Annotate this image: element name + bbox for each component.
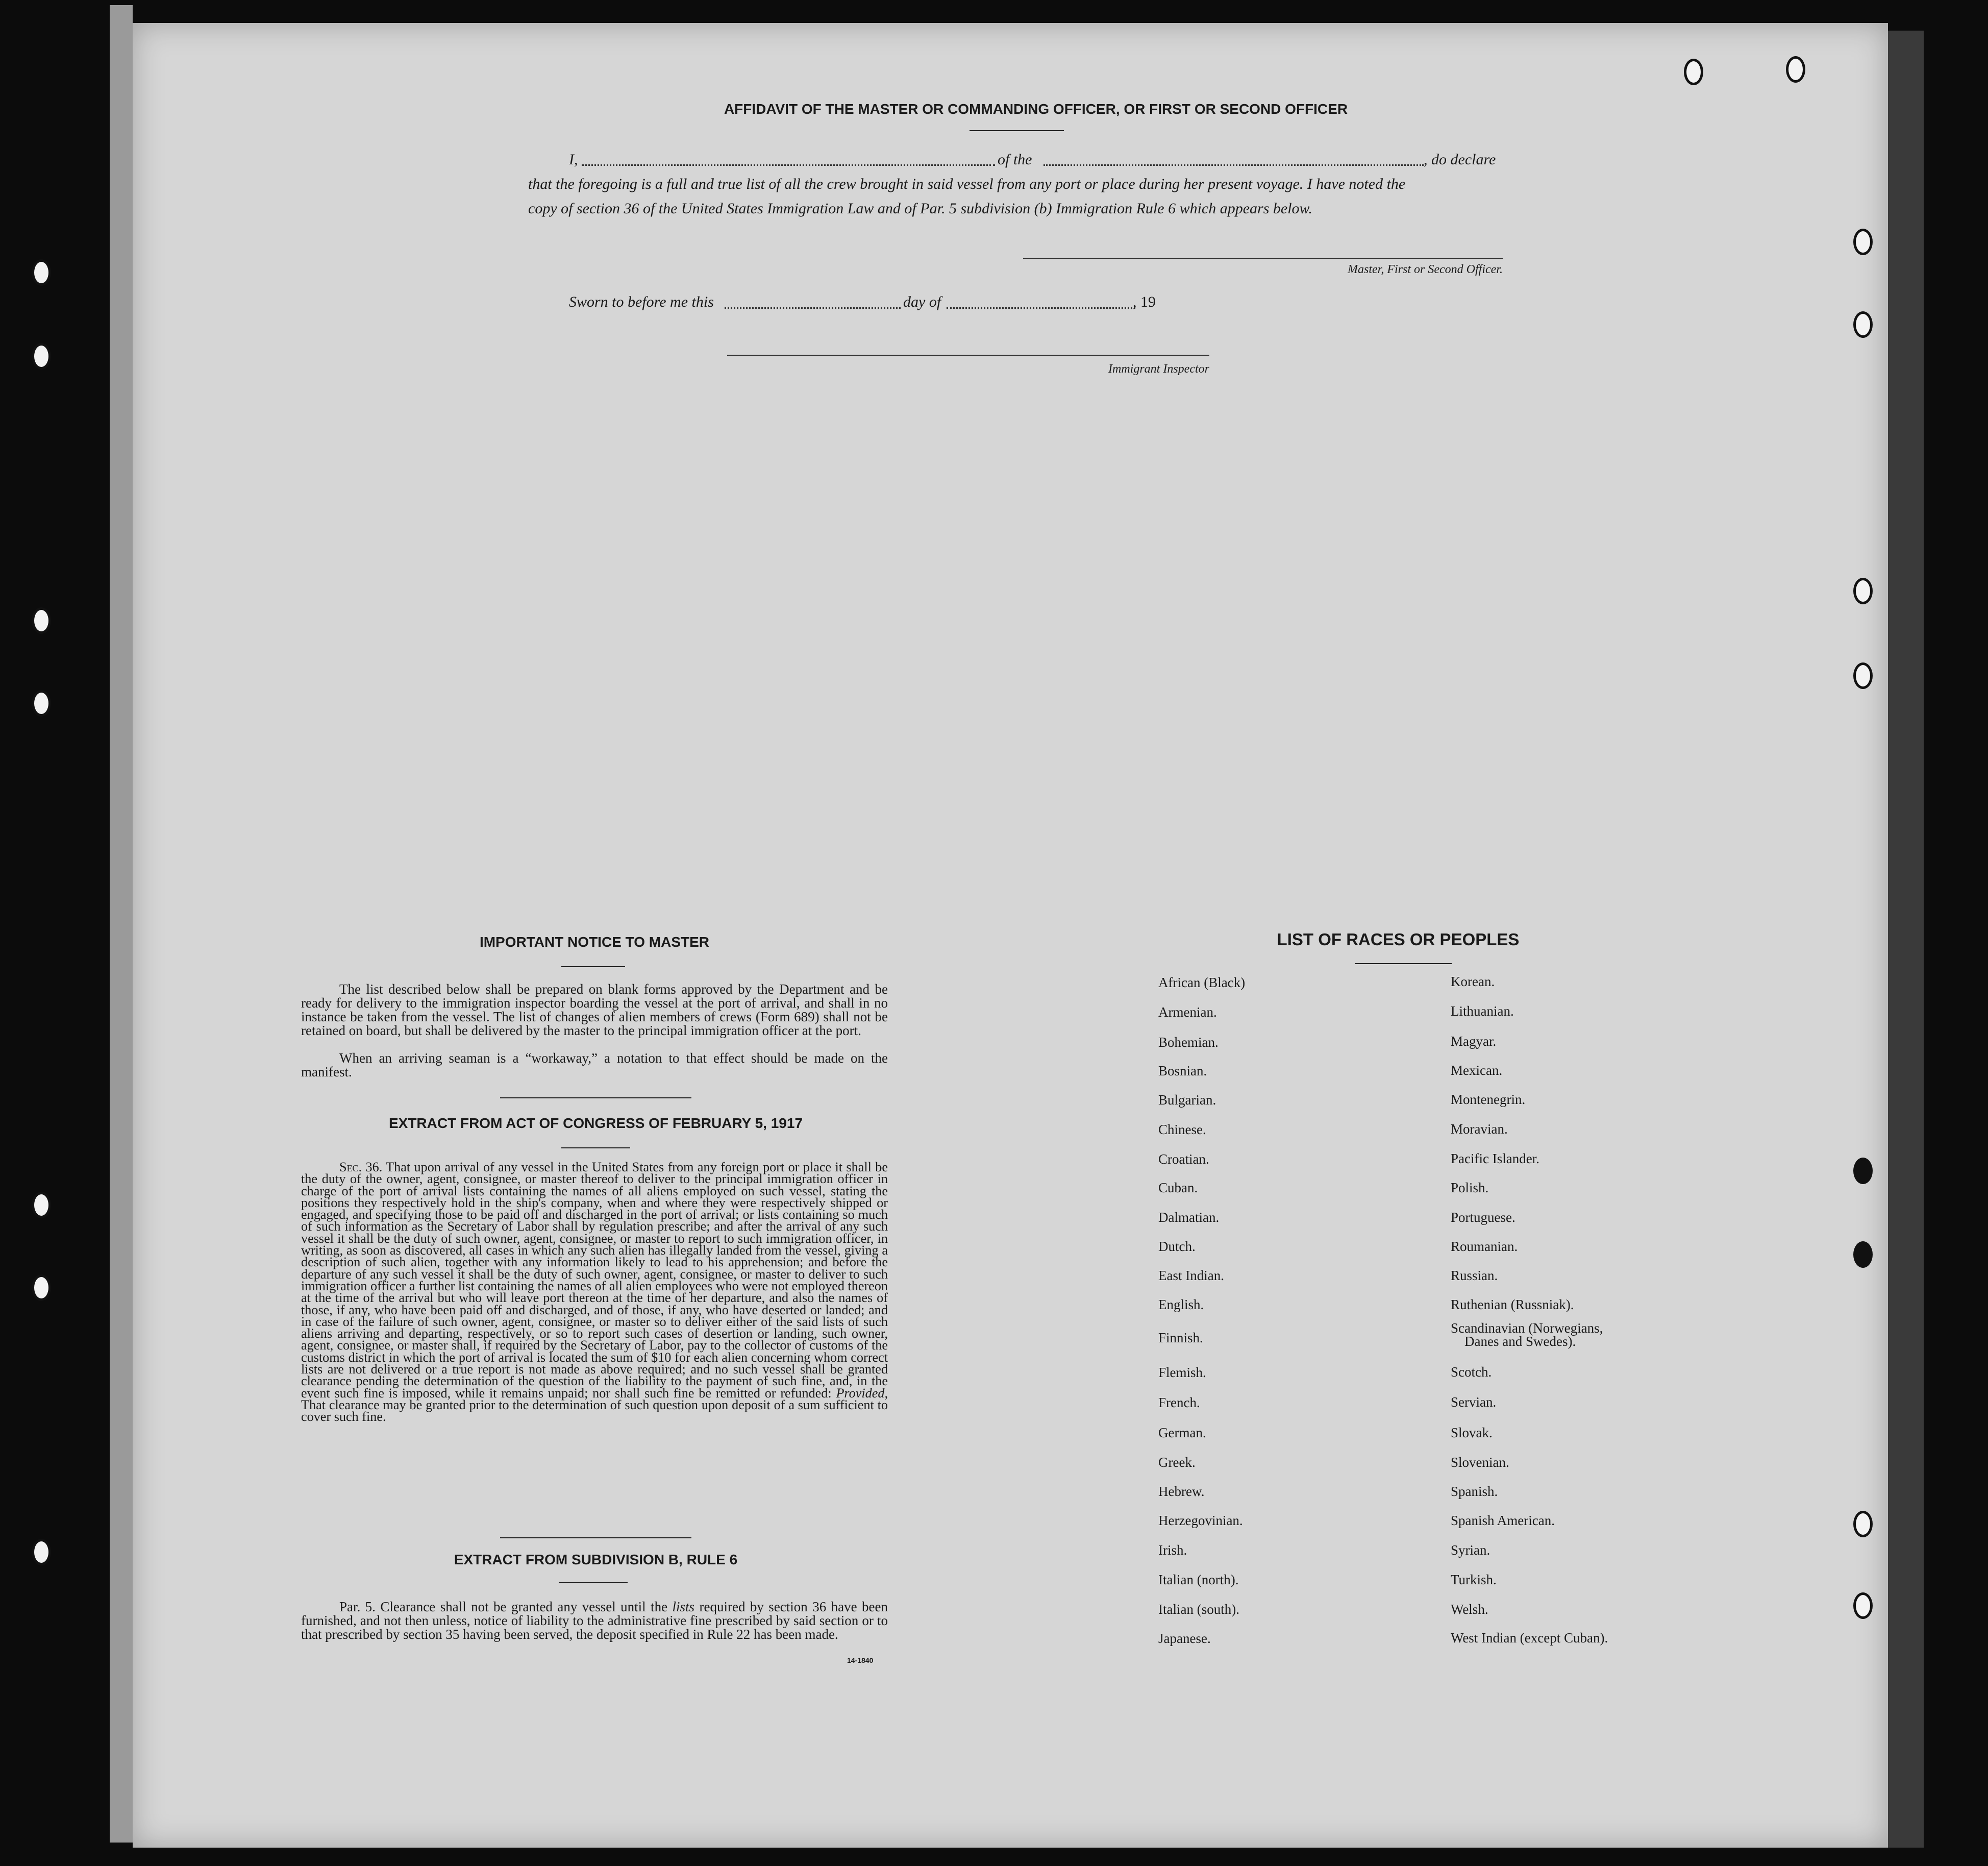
race-item: Magyar. [1451, 1034, 1497, 1049]
sworn-year: , 19 [1133, 293, 1156, 310]
race-item: Danes and Swedes). [1464, 1334, 1576, 1349]
binder-hole-icon [32, 1539, 51, 1565]
sworn-prefix: Sworn to before me this [569, 293, 714, 310]
race-item: East Indian. [1158, 1268, 1224, 1283]
race-item: Japanese. [1158, 1631, 1211, 1646]
binder-hole-icon [1853, 1511, 1873, 1537]
sworn-day-blank [725, 307, 901, 309]
paper-right-shadow [1888, 31, 1924, 1848]
race-item: Bulgarian. [1158, 1092, 1216, 1108]
race-item: Pacific Islander. [1451, 1151, 1539, 1166]
race-item: Turkish. [1451, 1572, 1497, 1587]
binder-hole-icon [32, 343, 51, 370]
race-item: Italian (south). [1158, 1602, 1239, 1617]
race-item: West Indian (except Cuban). [1451, 1630, 1608, 1646]
binder-hole-icon [32, 607, 51, 634]
race-item: Ruthenian (Russniak). [1451, 1297, 1574, 1312]
name-blank [582, 164, 995, 166]
race-item: Slovak. [1451, 1425, 1493, 1440]
race-item: Spanish. [1451, 1484, 1498, 1499]
race-item: Cuban. [1158, 1180, 1198, 1195]
race-item: Mexican. [1451, 1063, 1503, 1078]
race-item: Flemish. [1158, 1365, 1206, 1380]
form-number: 14-1840 [847, 1656, 874, 1664]
sec-text: That upon arrival of any vessel in the United States from any foreign port or place it shall be the duty of the owner, agent, consignee, or master thereof to deliver to the principal immigration officer in charge of the port of arrival lists containing the names of all aliens employed on such vessel, stating the positions they respectively hold in the ship's company, when and where they were respectively shipped or engaged, and specifying those to be paid off and discharged in the port of arrival; or lists containing so much of such information as the Secretary of Labor shall by regulation prescribe; and after the arrival of any such vessel it shall be the duty of such owner, agent, consignee, or master to report to such immigration officer, in writing, as soon as discovered, all cases in which any such alien has illegally landed from the vessel, giving a description of such alien, together with any information likely to lead to his apprehension; and before the departure of any such vessel it shall be the duty of such owner, agent, consignee, or master to deliver to such immigration officer a further list containing the names of all alien employees who were not employed thereon at the time of the arrival but who will leave port thereon at the time of her departure, and also the names of those, if any, who have been paid off and discharged, and of those, if any, who have deserted or landed; and in case of the failure of such owner, agent, consignee, or master so to deliver either of the said lists of such aliens arriving and departing, respectively, or so to report such cases of desertion or landing, such owner, agent, consignee, or master shall, if required by the Secretary of Labor, pay to the collector of customs of the customs district in which the port of arrival is located the sum of $10 for each alien concerning whom correct lists are not delivered or a true report is not made as above required; and no such vessel shall be granted clearance pending the determination of the question of the liability to the payment of such fine, and, in the event such fine is imposed, while it remains unpaid; nor shall such fine be remitted or refunded: [301, 1160, 888, 1401]
binder-hole-icon [1853, 578, 1873, 604]
race-item: Armenian. [1158, 1004, 1217, 1020]
race-item: Greek. [1158, 1455, 1196, 1470]
races-divider [1355, 963, 1452, 964]
races-title: LIST OF RACES OR PEOPLES [1277, 930, 1520, 949]
sworn-month-blank [947, 307, 1135, 309]
binder-hole-icon [1786, 56, 1805, 83]
affidavit-line1-i: I, [569, 151, 578, 168]
notice-paragraph [301, 983, 888, 1038]
race-item: Dalmatian. [1158, 1210, 1220, 1225]
notice-paragraph-2 [301, 1051, 888, 1079]
vessel-blank [1043, 164, 1424, 166]
notice-para1: The list described below shall be prepared on blank forms approved by the Department and be ready for delivery to the immigration inspector boarding the vessel at the port of arrival, and shall in no instance be taken from the vessel. The list of changes of alien members of crews (Form 689) shall not be retained on board, but shall be delivered by the master to the principal immigration officer at the port. [301, 981, 888, 1038]
race-item: Finnish. [1158, 1330, 1203, 1345]
inspector-signature-line [727, 355, 1209, 356]
race-item: Italian (north). [1158, 1572, 1239, 1587]
notice-title: IMPORTANT NOTICE TO MASTER [479, 934, 710, 950]
race-item: Lithuanian. [1451, 1003, 1514, 1019]
race-item: French. [1158, 1395, 1200, 1410]
race-item: Welsh. [1451, 1602, 1488, 1617]
sworn-day-of: day of [903, 293, 941, 310]
binder-hole-icon [32, 1274, 51, 1301]
binder-hole-icon [1853, 1158, 1873, 1184]
binder-hole-icon [32, 690, 51, 717]
notice-para2: When an arriving seaman is a “workaway,” a notation to that effect should be made on the manifest. [301, 1050, 888, 1079]
race-item: Portuguese. [1451, 1210, 1515, 1225]
affidavit-title: AFFIDAVIT OF THE MASTER OR COMMANDING OFFICER, OR FIRST OR SECOND OFFICER [724, 101, 1348, 117]
race-item: Scandinavian (Norwegians, [1451, 1320, 1603, 1336]
extract-rule-divider [559, 1582, 628, 1583]
binder-hole-icon [1853, 1241, 1873, 1268]
affidavit-line3: copy of section 36 of the United States Immigration Law and of Par. 5 subdivision (b) Immigration Rule 6 which appears below. [528, 200, 1312, 217]
race-item: Russian. [1451, 1268, 1498, 1283]
race-item: Syrian. [1451, 1542, 1490, 1558]
race-item: Montenegrin. [1451, 1092, 1526, 1107]
affidavit-line1-of-the: of the [998, 151, 1032, 168]
rule-text-lists: lists [672, 1599, 695, 1614]
race-item: Slovenian. [1451, 1455, 1509, 1470]
inspector-label: Immigrant Inspector [1108, 362, 1209, 376]
title-divider [970, 130, 1064, 131]
extract-act-title: EXTRACT FROM ACT OF CONGRESS OF FEBRUARY 5, 1917 [388, 1115, 803, 1131]
binder-hole-icon [32, 259, 51, 286]
binder-hole-icon [1853, 1592, 1873, 1619]
binder-hole-icon [1853, 311, 1873, 338]
rule-text-start: Par. 5. Clearance shall not be granted any vessel until the [339, 1599, 668, 1614]
race-item: Moravian. [1451, 1121, 1508, 1137]
affidavit-line2: that the foregoing is a full and true list of all the crew brought in said vessel from any port or place during her present voyage. I have noted the [528, 176, 1406, 192]
section-divider [500, 1097, 691, 1098]
extract-act-divider [561, 1147, 630, 1148]
race-item: Croatian. [1158, 1151, 1209, 1167]
race-item: English. [1158, 1297, 1204, 1312]
race-item: African (Black) [1158, 975, 1246, 990]
binder-hole-icon [1853, 229, 1873, 255]
binder-hole-icon [1684, 59, 1703, 85]
paper-back-edge [110, 5, 133, 1843]
race-item: Chinese. [1158, 1122, 1206, 1137]
rule-text-rest: required by section 36 have been furnished, and not then unless, notice of liability to the administrative fine prescribed by said section or to that prescribed by section 35 having been served, the deposit specified in Rule 22 has been made. [301, 1599, 888, 1642]
race-item: German. [1158, 1425, 1206, 1440]
race-item: Roumanian. [1451, 1239, 1518, 1254]
race-item: Bohemian. [1158, 1035, 1219, 1050]
sec-text-end: That clearance may be granted prior to the determination of such question upon deposit of a sum sufficient to cover such fine. [301, 1397, 888, 1425]
section-divider-2 [500, 1537, 691, 1538]
extract-rule-title: EXTRACT FROM SUBDIVISION B, RULE 6 [454, 1552, 738, 1567]
race-item: Polish. [1451, 1180, 1489, 1195]
officer-signature-label: Master, First or Second Officer. [1348, 263, 1503, 276]
extract-act-body [301, 1161, 888, 1423]
sec-label: Sec. 36. [339, 1160, 383, 1174]
binder-hole-icon [32, 1192, 51, 1218]
race-item: Scotch. [1451, 1364, 1492, 1380]
provided-label: Provided, [836, 1385, 888, 1401]
extract-rule-body [301, 1600, 888, 1641]
race-item: Dutch. [1158, 1239, 1196, 1254]
race-item: Herzegovinian. [1158, 1513, 1243, 1528]
binder-hole-icon [1853, 662, 1873, 689]
race-item: Bosnian. [1158, 1063, 1207, 1078]
race-item: Irish. [1158, 1542, 1187, 1558]
race-item: Hebrew. [1158, 1484, 1205, 1499]
race-item: Korean. [1451, 974, 1495, 989]
race-item: Servian. [1451, 1394, 1497, 1410]
officer-signature-line [1023, 258, 1503, 259]
notice-divider [561, 966, 625, 967]
affidavit-line1-declare: , do declare [1424, 151, 1496, 168]
race-item: Spanish American. [1451, 1513, 1555, 1528]
